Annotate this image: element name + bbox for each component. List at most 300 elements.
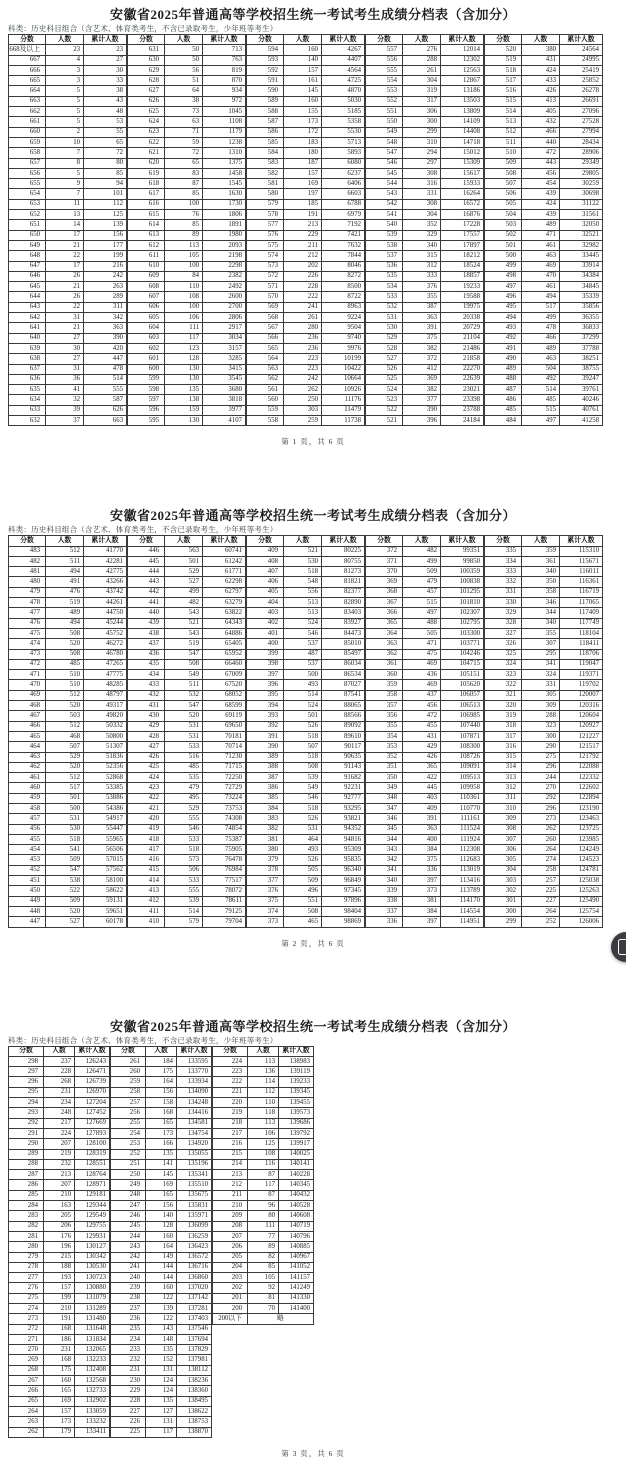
table-row: [366, 618, 484, 628]
cumulative-cell: 57562: [84, 865, 127, 875]
cumulative-cell: 1108: [203, 117, 246, 127]
score-cell: 211: [213, 1190, 248, 1200]
cumulative-cell: 2917: [203, 323, 246, 333]
cumulative-cell: 80755: [322, 556, 365, 566]
count-cell: 262: [522, 824, 560, 834]
score-cell: 399: [247, 649, 284, 659]
cumulative-cell: 24995: [560, 55, 603, 65]
count-cell: 82: [248, 1252, 279, 1262]
count-cell: 549: [165, 670, 203, 680]
count-cell: 512: [46, 546, 84, 556]
score-cell: 556: [366, 55, 403, 65]
count-cell: 422: [403, 773, 441, 783]
count-cell: 310: [403, 137, 441, 147]
table-row: [128, 742, 246, 752]
cumulative-cell: 89092: [322, 721, 365, 731]
table-row: [9, 1334, 110, 1344]
table-row: [247, 783, 365, 793]
count-cell: 145: [284, 86, 322, 96]
cumulative-cell: 34384: [560, 271, 603, 281]
score-cell: 279: [9, 1252, 44, 1262]
table-row: [366, 220, 484, 230]
table-row: [9, 415, 127, 425]
count-cell: 479: [403, 577, 441, 587]
cumulative-cell: 37788: [560, 343, 603, 353]
score-cell: 244: [111, 1231, 146, 1241]
cumulative-cell: 132902: [75, 1396, 110, 1406]
cumulative-cell: 91143: [322, 762, 365, 772]
score-cell: 290: [9, 1139, 44, 1149]
cumulative-cell: 9224: [322, 313, 365, 323]
table-row: [128, 86, 246, 96]
count-cell: 5: [46, 117, 84, 127]
table-row: [9, 86, 127, 96]
count-cell: 543: [165, 608, 203, 618]
table-row: [247, 333, 365, 343]
page-title: 安徽省2025年普通高等学校招生统一考试考生成绩分档表（含加分）: [109, 1018, 516, 1034]
count-cell: 412: [403, 364, 441, 374]
score-cell: 632: [9, 415, 46, 425]
count-cell: 515: [522, 405, 560, 415]
count-cell: 485: [46, 659, 84, 669]
cumulative-cell: 129344: [75, 1201, 110, 1211]
count-cell: 431: [403, 731, 441, 741]
count-cell: 299: [403, 127, 441, 137]
table-row: [485, 731, 603, 741]
score-cell: 606: [128, 302, 165, 312]
cumulative-cell: 106513: [441, 701, 484, 711]
score-cell: 484: [485, 415, 522, 425]
score-cell: 220: [213, 1098, 248, 1108]
count-cell: 250: [284, 395, 322, 405]
table-row: [366, 96, 484, 106]
score-cell: 531: [366, 313, 403, 323]
cumulative-cell: 128319: [75, 1149, 110, 1159]
cumulative-cell: 59131: [84, 896, 127, 906]
count-cell: 509: [46, 896, 84, 906]
score-cell: 415: [128, 865, 165, 875]
cumulative-cell: 2492: [203, 282, 246, 292]
cumulative-cell: 763: [203, 55, 246, 65]
cumulative-cell: 33445: [560, 251, 603, 261]
table-row: [9, 1077, 110, 1087]
cumulative-cell: 128551: [75, 1159, 110, 1169]
cumulative-cell: 10926: [322, 385, 365, 395]
cumulative-cell: 129549: [75, 1211, 110, 1221]
cumulative-cell: 25852: [560, 76, 603, 86]
count-cell: 144: [146, 1273, 177, 1283]
cumulative-cell: 1045: [203, 107, 246, 117]
cumulative-cell: 56506: [84, 845, 127, 855]
cumulative-cell: 2806: [203, 313, 246, 323]
cumulative-cell: 123985: [560, 834, 603, 844]
count-cell: 106: [165, 313, 203, 323]
column-header: 分数: [247, 536, 284, 546]
count-cell: 276: [403, 45, 441, 55]
count-cell: 169: [44, 1396, 75, 1406]
count-cell: 73: [165, 107, 203, 117]
cumulative-cell: 135341: [177, 1170, 212, 1180]
score-cell: 288: [9, 1159, 44, 1169]
score-cell: 250: [111, 1170, 146, 1180]
table-row: [9, 628, 127, 638]
cumulative-cell: 125754: [560, 906, 603, 916]
score-cell: 424: [128, 773, 165, 783]
score-cell: 357: [366, 701, 403, 711]
count-cell: 96: [248, 1201, 279, 1211]
score-cell: 278: [9, 1262, 44, 1272]
cumulative-cell: 34845: [560, 282, 603, 292]
score-cell: 525: [366, 374, 403, 384]
cumulative-cell: 86534: [322, 670, 365, 680]
table-row: [485, 343, 603, 353]
score-cell: 620: [128, 158, 165, 168]
cumulative-cell: 81821: [322, 577, 365, 587]
table-row: [247, 721, 365, 731]
table-row: [213, 1067, 314, 1077]
cumulative-cell: 136572: [177, 1252, 212, 1262]
table-row: [485, 395, 603, 405]
cumulative-cell: 106057: [441, 690, 484, 700]
cumulative-cell: 135971: [177, 1211, 212, 1221]
cumulative-cell: 122088: [560, 762, 603, 772]
count-cell: 475: [403, 649, 441, 659]
table-row: [128, 333, 246, 343]
score-cell: 407: [247, 567, 284, 577]
table-row: [213, 1273, 314, 1283]
table-row: [128, 313, 246, 323]
table-row: [485, 814, 603, 824]
score-cell: 263: [9, 1417, 44, 1427]
cumulative-cell: 133059: [75, 1406, 110, 1416]
score-cell: 321: [485, 690, 522, 700]
score-cell: 437: [128, 639, 165, 649]
cumulative-cell: 139917: [279, 1139, 314, 1149]
cumulative-cell: 101810: [441, 598, 484, 608]
score-cell: 460: [9, 783, 46, 793]
score-cell: 315: [485, 752, 522, 762]
cumulative-cell: 102795: [441, 618, 484, 628]
count-cell: 482: [403, 546, 441, 556]
table-row: [128, 917, 246, 927]
table-row: [366, 855, 484, 865]
count-cell: 157: [284, 168, 322, 178]
score-cell: 550: [366, 117, 403, 127]
table-row: [128, 639, 246, 649]
score-cell: 657: [9, 158, 46, 168]
score-cell: 243: [111, 1242, 146, 1252]
count-cell: 500: [284, 670, 322, 680]
cumulative-cell: 136099: [177, 1221, 212, 1231]
cumulative-cell: 125: [84, 210, 127, 220]
score-cell: 654: [9, 189, 46, 199]
count-cell: 50: [165, 55, 203, 65]
score-cell: 314: [485, 762, 522, 772]
count-cell: 5: [46, 96, 84, 106]
count-cell: 131: [146, 1417, 177, 1427]
table-row: [128, 96, 246, 106]
count-cell: 509: [403, 567, 441, 577]
table-row: [111, 1211, 212, 1221]
table-row: [111, 1314, 212, 1324]
count-cell: 275: [522, 752, 560, 762]
score-cell: 448: [9, 906, 46, 916]
table-row: [128, 567, 246, 577]
count-cell: 128: [146, 1221, 177, 1231]
score-cell: 560: [247, 395, 284, 405]
cumulative-cell: 121227: [560, 731, 603, 741]
cumulative-cell: 24564: [560, 45, 603, 55]
cumulative-cell: 23398: [441, 395, 484, 405]
table-row: [9, 598, 127, 608]
score-cell: 456: [9, 824, 46, 834]
score-cell: 238: [111, 1293, 146, 1303]
score-cell: 635: [9, 385, 46, 395]
count-cell: 466: [522, 127, 560, 137]
page-footer: 第 1 页，共 6 页: [281, 437, 345, 447]
table-row: [128, 556, 246, 566]
cumulative-cell: 4107: [203, 415, 246, 425]
score-cell: 422: [128, 793, 165, 803]
score-table-group: [484, 535, 603, 927]
score-cell: 664: [9, 86, 46, 96]
table-row: [9, 1180, 110, 1190]
cumulative-cell: 96340: [322, 865, 365, 875]
table-row: [247, 230, 365, 240]
cumulative-cell: 31561: [560, 210, 603, 220]
score-cell: 269: [9, 1355, 44, 1365]
column-header: 累计人数: [203, 35, 246, 45]
table-row: [366, 742, 484, 752]
cumulative-cell: 132233: [75, 1355, 110, 1365]
score-cell: 266: [9, 1386, 44, 1396]
count-cell: 76: [165, 210, 203, 220]
table-row: [247, 261, 365, 271]
score-cell: 455: [9, 834, 46, 844]
score-cell: 628: [128, 76, 165, 86]
cumulative-cell: 66460: [203, 659, 246, 669]
score-cell: 221: [213, 1087, 248, 1097]
score-cell: 246: [111, 1211, 146, 1221]
score-cell: 306: [485, 845, 522, 855]
cumulative-cell: 30698: [560, 189, 603, 199]
score-cell: 348: [366, 793, 403, 803]
table-row: [128, 148, 246, 158]
score-cell: 508: [485, 168, 522, 178]
table-row: [111, 1180, 212, 1190]
count-cell: 191: [44, 1314, 75, 1324]
table-row: [128, 189, 246, 199]
score-cell: 643: [9, 302, 46, 312]
score-cell: 225: [111, 1427, 146, 1437]
table-row: [485, 567, 603, 577]
table-row: [247, 752, 365, 762]
count-cell: 186: [44, 1334, 75, 1344]
count-cell: 489: [522, 343, 560, 353]
table-row: [128, 752, 246, 762]
cumulative-cell: 199: [84, 251, 127, 261]
table-row: [485, 680, 603, 690]
score-cell: 495: [485, 302, 522, 312]
score-cell: 236: [111, 1314, 146, 1324]
cumulative-cell: 100838: [441, 577, 484, 587]
score-cell: 475: [9, 628, 46, 638]
table-row: [247, 76, 365, 86]
count-cell: 524: [284, 618, 322, 628]
score-cell: 595: [128, 415, 165, 425]
cumulative-cell: 45752: [84, 628, 127, 638]
cumulative-cell: 49820: [84, 711, 127, 721]
count-cell: 135: [165, 385, 203, 395]
cumulative-cell: 140885: [279, 1242, 314, 1252]
count-cell: 519: [46, 598, 84, 608]
table-row: [366, 271, 484, 281]
score-cell: 384: [247, 804, 284, 814]
count-cell: 469: [522, 261, 560, 271]
table-row: [366, 179, 484, 189]
score-cell: 351: [366, 762, 403, 772]
count-cell: 527: [46, 917, 84, 927]
count-cell: 14: [46, 220, 84, 230]
cumulative-cell: 88566: [322, 711, 365, 721]
count-cell: 30: [46, 343, 84, 353]
cumulative-cell: 103771: [441, 639, 484, 649]
cumulative-cell: 58622: [84, 886, 127, 896]
count-cell: 501: [165, 556, 203, 566]
cumulative-cell: 1630: [203, 189, 246, 199]
score-cell: 410: [128, 917, 165, 927]
count-cell: 303: [284, 405, 322, 415]
cumulative-cell: 19975: [441, 302, 484, 312]
cumulative-cell: 109513: [441, 773, 484, 783]
table-row: [485, 742, 603, 752]
score-table-group: [365, 535, 484, 927]
table-row: [111, 1159, 212, 1169]
score-cell: 275: [9, 1293, 44, 1303]
cumulative-cell: 110770: [441, 804, 484, 814]
table-row: [9, 282, 127, 292]
count-cell: 8: [46, 158, 84, 168]
score-cell: 631: [128, 45, 165, 55]
count-cell: 312: [403, 261, 441, 271]
cumulative-cell: 1179: [203, 127, 246, 137]
count-cell: 493: [284, 680, 322, 690]
cumulative-cell: 136259: [177, 1231, 212, 1241]
cumulative-cell: 133411: [75, 1427, 110, 1437]
count-cell: 532: [165, 690, 203, 700]
table-row: [9, 395, 127, 405]
score-cell: 611: [128, 251, 165, 261]
count-cell: 297: [403, 158, 441, 168]
table-row: [128, 783, 246, 793]
count-cell: 173: [44, 1417, 75, 1427]
score-cell: 537: [366, 251, 403, 261]
count-cell: 454: [522, 179, 560, 189]
score-cell: 497: [485, 282, 522, 292]
table-row: [213, 1190, 314, 1200]
cumulative-cell: 137981: [177, 1355, 212, 1365]
table-row: [128, 577, 246, 587]
score-cell: 465: [9, 731, 46, 741]
table-row: [247, 107, 365, 117]
table-row: [247, 415, 365, 425]
table-row: [247, 845, 365, 855]
cumulative-cell: 41770: [84, 546, 127, 556]
count-cell: 199: [44, 1293, 75, 1303]
cumulative-cell: 122332: [560, 773, 603, 783]
cumulative-cell: 100359: [441, 567, 484, 577]
header-row: [128, 536, 246, 546]
score-cell: 523: [366, 395, 403, 405]
table-row: [366, 251, 484, 261]
cumulative-cell: 5530: [322, 127, 365, 137]
count-cell: 541: [46, 845, 84, 855]
score-cell: 453: [9, 855, 46, 865]
table-row: [247, 148, 365, 158]
count-cell: 39: [46, 405, 84, 415]
count-cell: 535: [165, 773, 203, 783]
score-cell: 358: [366, 690, 403, 700]
score-cell: 218: [213, 1118, 248, 1128]
table-row: [247, 240, 365, 250]
cumulative-cell: 71715: [203, 762, 246, 772]
table-row: [9, 107, 127, 117]
count-cell: 110: [248, 1098, 279, 1108]
table-row: [485, 292, 603, 302]
count-cell: 518: [284, 567, 322, 577]
cumulative-cell: 134920: [177, 1139, 212, 1149]
score-cell: 557: [366, 45, 403, 55]
count-cell: 308: [403, 168, 441, 178]
count-cell: 164: [146, 1077, 177, 1087]
count-cell: 555: [165, 814, 203, 824]
count-cell: 210: [44, 1190, 75, 1200]
score-cell: 590: [247, 86, 284, 96]
count-cell: 517: [522, 302, 560, 312]
table-row: [366, 415, 484, 425]
table-row: [9, 1283, 110, 1293]
cumulative-cell: 16876: [441, 210, 484, 220]
count-cell: 140: [284, 55, 322, 65]
table-row: [128, 731, 246, 741]
table-row: [111, 1406, 212, 1416]
score-cell: 293: [9, 1108, 44, 1118]
header-row: [247, 35, 365, 45]
table-row: [485, 405, 603, 415]
score-cell: 563: [247, 364, 284, 374]
table-row: [247, 762, 365, 772]
table-row: [485, 762, 603, 772]
cumulative-cell: 20729: [441, 323, 484, 333]
score-cell: 235: [111, 1324, 146, 1334]
table-row: [9, 834, 127, 844]
score-cell: 369: [366, 577, 403, 587]
table-row: [247, 168, 365, 178]
score-cell: 324: [485, 659, 522, 669]
count-cell: 173: [284, 117, 322, 127]
count-cell: 108: [165, 292, 203, 302]
score-cell: 570: [247, 292, 284, 302]
table-row: [9, 158, 127, 168]
cumulative-cell: 114554: [441, 906, 484, 916]
count-cell: 346: [522, 598, 560, 608]
table-row: [111, 1170, 212, 1180]
cumulative-cell: 89610: [322, 731, 365, 741]
count-cell: 157: [44, 1283, 75, 1293]
table-row: [111, 1067, 212, 1077]
cumulative-cell: 92777: [322, 793, 365, 803]
cumulative-cell: 9504: [322, 323, 365, 333]
